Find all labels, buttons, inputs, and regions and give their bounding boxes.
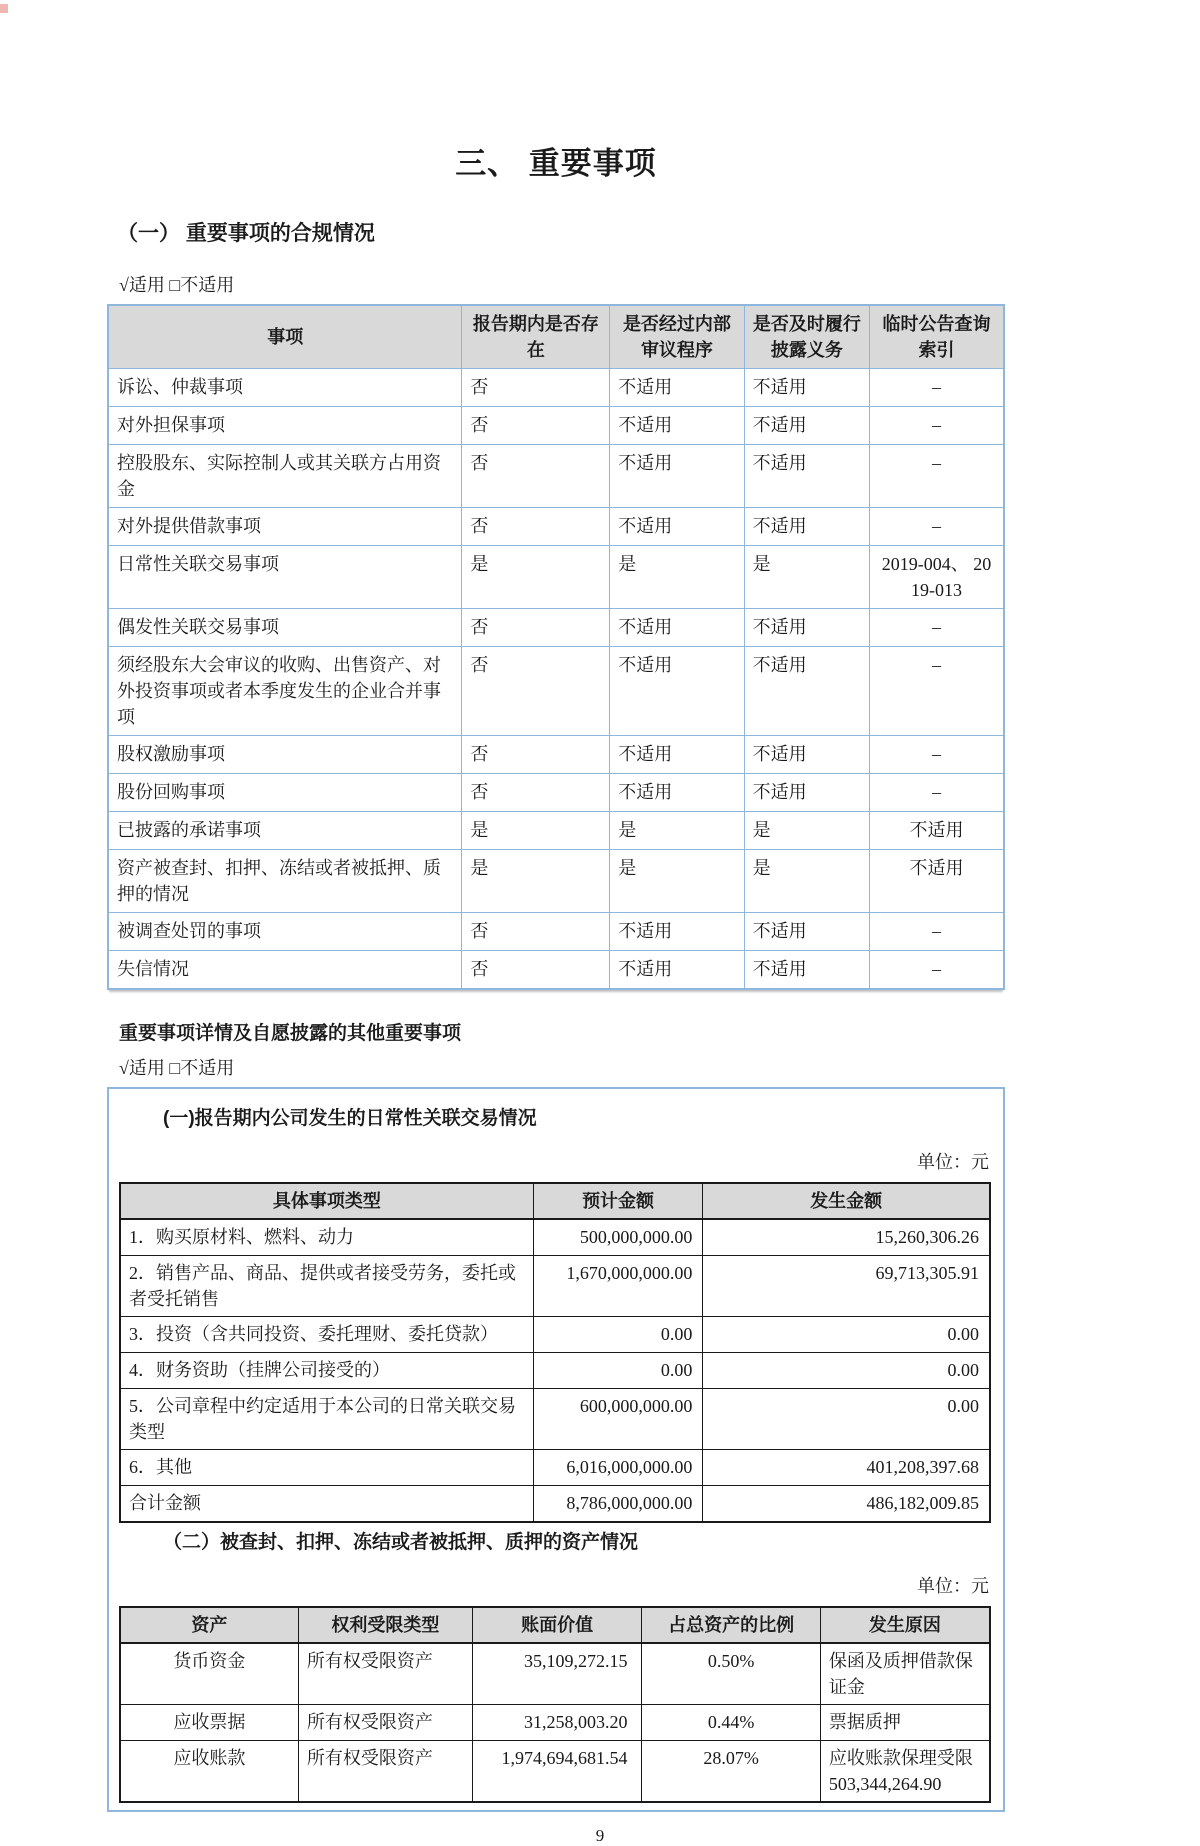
- table-row: [108, 546, 1004, 609]
- table-cell: 股权激励事项: [108, 736, 462, 774]
- table-cell: 否: [462, 736, 610, 774]
- table-cell: 控股股东、实际控制人或其关联方占用资金: [108, 445, 462, 508]
- table-row: [120, 1317, 990, 1353]
- table-cell: –: [870, 774, 1004, 812]
- table-row: [108, 369, 1004, 407]
- table-cell: 否: [462, 445, 610, 508]
- table-row: [120, 1705, 990, 1741]
- table-cell: –: [870, 736, 1004, 774]
- table-cell: 对外提供借款事项: [108, 508, 462, 546]
- table-cell: 不适用: [744, 508, 869, 546]
- table-cell: 500,000,000.00: [533, 1219, 703, 1256]
- table-cell: 票据质押: [820, 1705, 990, 1741]
- table-cell: 是: [462, 850, 610, 913]
- table-row: [120, 1353, 990, 1389]
- table-cell: 否: [462, 369, 610, 407]
- table-cell: 不适用: [870, 850, 1004, 913]
- table-cell: 对外担保事项: [108, 407, 462, 445]
- table-cell: 已披露的承诺事项: [108, 812, 462, 850]
- column-header: 事项: [108, 305, 462, 369]
- table-cell: 486,182,009.85: [703, 1486, 990, 1523]
- header-row: [120, 1607, 990, 1643]
- table-cell: 是: [744, 812, 869, 850]
- table-cell: 否: [462, 407, 610, 445]
- table-cell: 不适用: [744, 445, 869, 508]
- table-row: [120, 1741, 990, 1803]
- table-cell: 否: [462, 647, 610, 736]
- column-header: 资产: [120, 1607, 298, 1643]
- table-row: [108, 774, 1004, 812]
- table-cell: 6,016,000,000.00: [533, 1450, 703, 1486]
- table-cell: 否: [462, 609, 610, 647]
- table-cell: 不适用: [610, 951, 744, 990]
- table-cell: 不适用: [744, 647, 869, 736]
- table-cell: 31,258,003.20: [472, 1705, 642, 1741]
- table-cell: –: [870, 951, 1004, 990]
- table-cell: 不适用: [744, 951, 869, 990]
- table-cell: –: [870, 609, 1004, 647]
- table-cell: 不适用: [610, 369, 744, 407]
- table-cell: 0.00: [703, 1317, 990, 1353]
- table-cell: –: [870, 508, 1004, 546]
- red-corner-artifact: [0, 4, 8, 13]
- table-row: [120, 1486, 990, 1523]
- restricted-assets-table: [119, 1606, 991, 1803]
- table-cell: 0.00: [703, 1353, 990, 1389]
- table-cell: 是: [462, 546, 610, 609]
- table-cell: –: [870, 647, 1004, 736]
- table-cell: 合计金额: [120, 1486, 533, 1523]
- column-header: 预计金额: [533, 1183, 703, 1219]
- details-box: [107, 1087, 1005, 1812]
- table-row: [108, 508, 1004, 546]
- table-cell: 2019-004、 2019-013: [870, 546, 1004, 609]
- header-row: [120, 1183, 990, 1219]
- table-row: [120, 1450, 990, 1486]
- table-cell: 失信情况: [108, 951, 462, 990]
- table-cell: 是: [610, 812, 744, 850]
- table-cell: 货币资金: [120, 1643, 298, 1705]
- column-header: 是否及时履行披露义务: [744, 305, 869, 369]
- report-page: [107, 0, 1005, 1812]
- table-cell: 是: [610, 546, 744, 609]
- column-header: 占总资产的比例: [642, 1607, 820, 1643]
- table-row: [108, 951, 1004, 990]
- table-cell: –: [870, 445, 1004, 508]
- compliance-table: [107, 304, 1005, 990]
- table-row: [108, 850, 1004, 913]
- details-heading: 重要事项详情及自愿披露的其他重要事项: [119, 1023, 462, 1044]
- table-cell: 股份回购事项: [108, 774, 462, 812]
- table-cell: 应收账款保理受限 503,344,264.90: [820, 1741, 990, 1803]
- table-row: [120, 1219, 990, 1256]
- table-cell: 须经股东大会审议的收购、出售资产、对外投资事项或者本季度发生的企业合并事项: [108, 647, 462, 736]
- table-cell: 诉讼、仲裁事项: [108, 369, 462, 407]
- table-cell: 不适用: [610, 445, 744, 508]
- table-cell: 8,786,000,000.00: [533, 1486, 703, 1523]
- unit-label-restricted-assets: 单位：元: [917, 1576, 989, 1596]
- table-cell: 不适用: [610, 736, 744, 774]
- table-cell: 是: [744, 546, 869, 609]
- table-cell: –: [870, 369, 1004, 407]
- table-row: [120, 1389, 990, 1450]
- table-row: [108, 913, 1004, 951]
- table-cell: 0.00: [533, 1353, 703, 1389]
- table-cell: 不适用: [744, 913, 869, 951]
- table-cell: 不适用: [744, 609, 869, 647]
- table-cell: 是: [610, 850, 744, 913]
- table-row: [108, 445, 1004, 508]
- table-cell: 资产被查封、扣押、冻结或者被抵押、质押的情况: [108, 850, 462, 913]
- table-cell: 不适用: [744, 736, 869, 774]
- table-cell: 69,713,305.91: [703, 1256, 990, 1317]
- table-row: [108, 647, 1004, 736]
- table-row: [108, 736, 1004, 774]
- table-cell: 28.07%: [642, 1741, 820, 1803]
- table-cell: 不适用: [610, 774, 744, 812]
- column-header: 发生金额: [703, 1183, 990, 1219]
- column-header: 权利受限类型: [298, 1607, 472, 1643]
- table-cell: 2．销售产品、商品、提供或者接受劳务，委托或者受托销售: [120, 1256, 533, 1317]
- page-number: 9: [595, 1826, 605, 1845]
- table-cell: –: [870, 913, 1004, 951]
- table-cell: 1．购买原材料、燃料、动力: [120, 1219, 533, 1256]
- compliance-applicability-checkline: √适用 □不适用: [119, 275, 235, 295]
- table-cell: 不适用: [744, 774, 869, 812]
- header-row: [108, 305, 1004, 369]
- table-cell: 被调查处罚的事项: [108, 913, 462, 951]
- column-header: 报告期内是否存在: [462, 305, 610, 369]
- table-cell: 0.00: [533, 1317, 703, 1353]
- restricted-assets-heading: （二）被查封、扣押、冻结或者被抵押、质押的资产情况: [163, 1532, 639, 1553]
- table-cell: 1,670,000,000.00: [533, 1256, 703, 1317]
- table-cell: 是: [744, 850, 869, 913]
- column-header: 发生原因: [820, 1607, 990, 1643]
- table-cell: 所有权受限资产: [298, 1643, 472, 1705]
- table-row: [108, 812, 1004, 850]
- table-cell: 不适用: [610, 609, 744, 647]
- table-cell: 600,000,000.00: [533, 1389, 703, 1450]
- unit-label-related-transactions: 单位：元: [917, 1152, 989, 1172]
- table-cell: 3．投资（含共同投资、委托理财、委托贷款）: [120, 1317, 533, 1353]
- section-compliance-heading: （一） 重要事项的合规情况: [117, 222, 375, 245]
- column-header: 账面价值: [472, 1607, 642, 1643]
- table-cell: 不适用: [610, 407, 744, 445]
- table-cell: 应收票据: [120, 1705, 298, 1741]
- table-cell: 不适用: [744, 369, 869, 407]
- related-transactions-table: [119, 1182, 991, 1523]
- table-cell: 否: [462, 913, 610, 951]
- column-header: 临时公告查询索引: [870, 305, 1004, 369]
- table-cell: 1,974,694,681.54: [472, 1741, 642, 1803]
- table-cell: 4．财务资助（挂牌公司接受的）: [120, 1353, 533, 1389]
- table-cell: 0.00: [703, 1389, 990, 1450]
- table-cell: 否: [462, 951, 610, 990]
- table-cell: 不适用: [610, 913, 744, 951]
- table-row: [120, 1256, 990, 1317]
- table-cell: 否: [462, 774, 610, 812]
- table-row: [108, 609, 1004, 647]
- table-cell: 0.50%: [642, 1643, 820, 1705]
- table-cell: 5．公司章程中约定适用于本公司的日常关联交易类型: [120, 1389, 533, 1450]
- table-cell: 否: [462, 508, 610, 546]
- table-cell: 所有权受限资产: [298, 1741, 472, 1803]
- related-transactions-heading: (一)报告期内公司发生的日常性关联交易情况: [163, 1108, 537, 1129]
- table-row: [120, 1643, 990, 1705]
- table-cell: –: [870, 407, 1004, 445]
- table-cell: 保函及质押借款保证金: [820, 1643, 990, 1705]
- column-header: 具体事项类型: [120, 1183, 533, 1219]
- table-cell: 所有权受限资产: [298, 1705, 472, 1741]
- table-cell: 15,260,306.26: [703, 1219, 990, 1256]
- table-cell: 0.44%: [642, 1705, 820, 1741]
- table-cell: 偶发性关联交易事项: [108, 609, 462, 647]
- table-row: [108, 407, 1004, 445]
- table-cell: 不适用: [610, 647, 744, 736]
- table-cell: 不适用: [610, 508, 744, 546]
- column-header: 是否经过内部审议程序: [610, 305, 744, 369]
- table-cell: 不适用: [744, 407, 869, 445]
- table-cell: 不适用: [870, 812, 1004, 850]
- details-applicability-checkline: √适用 □不适用: [119, 1058, 235, 1078]
- page-title: 三、 重要事项: [455, 146, 657, 181]
- table-cell: 是: [462, 812, 610, 850]
- table-cell: 401,208,397.68: [703, 1450, 990, 1486]
- table-cell: 日常性关联交易事项: [108, 546, 462, 609]
- table-cell: 应收账款: [120, 1741, 298, 1803]
- table-cell: 6．其他: [120, 1450, 533, 1486]
- table-cell: 35,109,272.15: [472, 1643, 642, 1705]
